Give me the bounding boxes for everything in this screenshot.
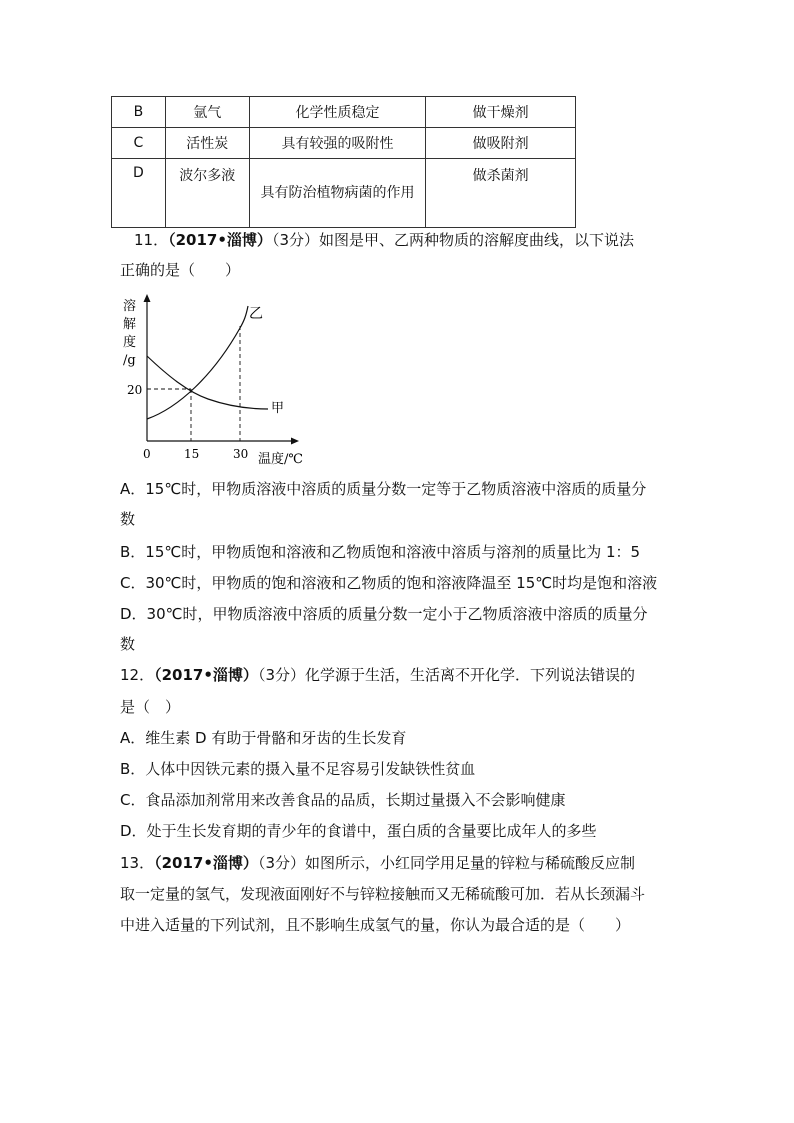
solubility-graph [118,288,308,468]
q12-source: （2017•淄博） [154,666,258,684]
q11-option-a-cont: 数 [120,510,136,528]
row-use: 做吸附剂 [426,128,576,159]
y-axis-arrow [144,294,151,302]
q12-stem-line1 [120,664,635,685]
curve-yi-label: 乙 [249,306,263,322]
row-substance: 波尔多液 [165,159,249,228]
q12-stem-text: 化学源于生活，生活离不开化学．下列说法错误的 [304,666,635,684]
q11-option-c: C．30℃时，甲物质的饱和溶液和乙物质的饱和溶液降温至 15℃时均是饱和溶液 [120,574,658,592]
q12-option-b: B．人体中因铁元素的摄入量不足容易引发缺铁性贫血 [120,760,476,778]
y-axis-label-3: 度 [123,335,137,350]
curve-jia-label: 甲 [271,401,285,416]
q13-source: （2017•淄博） [154,854,258,872]
q13-stem-text: 如图所示，小红同学用足量的锌粒与稀硫酸反应制 [304,854,635,872]
q13-score: （3分） [257,854,305,872]
x-tick-15: 15 [184,447,200,461]
q11-option-b: B．15℃时，甲物质饱和溶液和乙物质饱和溶液中溶质与溶剂的质量比为 1：5 [120,543,641,561]
q11-stem-text: 如图是甲、乙两种物质的溶解度曲线，以下说法 [318,231,634,249]
row-letter: D [112,159,166,228]
row-property: 具有防治植物病菌的作用 [249,159,426,228]
row-use: 做干燥剂 [426,97,576,128]
q12-option-c: C．食品添加剂常用来改善食品的品质，长期过量摄入不会影响健康 [120,791,566,809]
row-letter: C [112,128,166,159]
q12-score: （3分） [257,666,305,684]
q13-number: 13． [120,854,155,872]
x-axis-label: 温度/℃ [258,452,303,467]
q11-number: 11． [134,231,169,249]
table-row [112,159,576,228]
q13-stem-line3: 中进入适量的下列试剂，且不影响生成氢气的量，你认为最合适的是（ ） [120,916,631,934]
curve-yi [147,306,248,419]
y-tick-20: 20 [127,383,143,397]
q12-number: 12． [120,666,155,684]
y-axis-label-1: 溶 [123,299,137,314]
row-property: 化学性质稳定 [249,97,426,128]
q12-option-d: D．处于生长发育期的青少年的食谱中，蛋白质的含量要比成年人的多些 [120,822,597,840]
q11-score: （3分） [271,231,319,249]
y-axis-label-2: 解 [123,317,137,332]
curve-jia [147,356,268,409]
q11-source: （2017•淄博） [168,231,272,249]
row-substance: 活性炭 [165,128,249,159]
row-property: 具有较强的吸附性 [249,128,426,159]
q12-stem-line2: 是（ ） [120,698,181,716]
row-use: 做杀菌剂 [426,159,576,228]
q11-option-a: A．15℃时，甲物质溶液中溶质的质量分数一定等于乙物质溶液中溶质的质量分 [120,480,647,498]
table-row [112,128,576,159]
q11-option-d: D．30℃时，甲物质溶液中溶质的质量分数一定小于乙物质溶液中溶质的质量分 [120,605,648,623]
row-letter: B [112,97,166,128]
q13-stem-line2: 取一定量的氢气，发现液面刚好不与锌粒接触而又无稀硫酸可加．若从长颈漏斗 [120,885,646,903]
q11-stem-line2: 正确的是（ ） [120,261,241,279]
q11-stem-line1 [134,229,634,250]
q13-stem-line1 [120,852,635,873]
q12-option-a: A．维生素 D 有助于骨骼和牙齿的生长发育 [120,729,407,747]
row-substance: 氩气 [165,97,249,128]
answer-table [111,96,576,228]
y-axis-label-4: /g [123,353,136,368]
x-tick-30: 30 [233,447,249,461]
table-row [112,97,576,128]
q11-option-d-cont: 数 [120,635,136,653]
x-tick-0: 0 [143,447,151,461]
x-axis-arrow [291,438,299,445]
